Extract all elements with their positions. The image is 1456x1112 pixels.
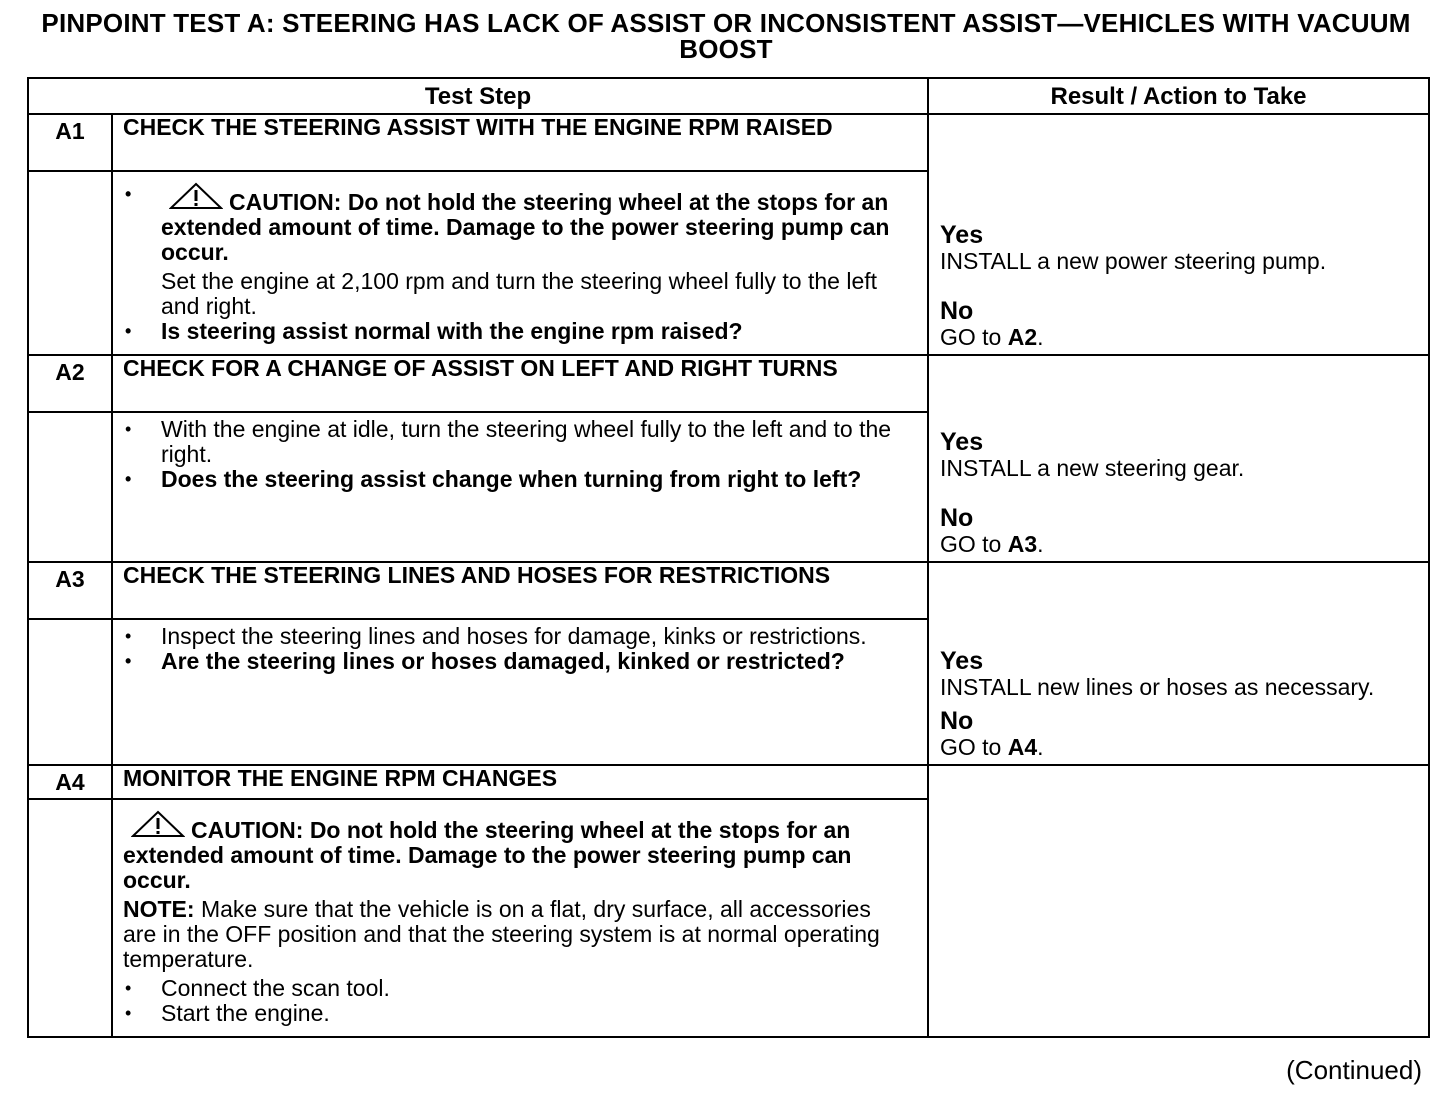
no-label: No [940,504,974,532]
column-header-test-step: Test Step [28,78,928,114]
step-id: A3 [28,562,112,619]
table-header-row [28,78,1429,114]
caution-item: • CAUTION: Do not hold the steering wheel at the stops for an extended amount of time. Damage to the power steering pump can occur. [123,182,897,265]
step-reference: A2 [1007,324,1038,350]
step-instruction: • With the engine at idle, turn the steering wheel fully to the left and to the right. [123,417,897,467]
yes-action: INSTALL a new power steering pump. [940,248,1327,274]
yes-label: Yes [940,647,984,675]
step-heading: CHECK FOR A CHANGE OF ASSIST ON LEFT AND RIGHT TURNS [112,355,928,412]
caution-triangle-icon [131,810,185,840]
step-body [112,171,928,355]
step-heading: CHECK THE STEERING ASSIST WITH THE ENGINE RPM RAISED [112,114,928,171]
yes-action: INSTALL new lines or hoses as necessary. [940,674,1375,700]
step-heading-row [28,114,1429,171]
page-title: PINPOINT TEST A: STEERING HAS LACK OF ASSIST OR INCONSISTENT ASSIST—VEHICLES WITH VACUUM BOOST [41,8,1411,64]
step-question: • Is steering assist normal with the engine rpm raised? [123,319,897,344]
step-id: A1 [28,114,112,171]
step-instruction: Set the engine at 2,100 rpm and turn the steering wheel fully to the left and right. [161,268,878,319]
step-instruction: • Start the engine. [123,1001,897,1026]
step-body [112,619,928,765]
step-reference: A3 [1007,531,1038,557]
step-heading-row [28,765,1429,799]
step-instruction: • Inspect the steering lines and hoses for damage, kinks or restrictions. [123,624,897,649]
step-note: NOTE: Make sure that the vehicle is on a flat, dry surface, all accessories are in the OFF position and that the steering system is at normal operating temperature. [123,896,880,972]
step-id: A2 [28,355,112,412]
yes-label: Yes [940,428,984,456]
step-body [112,799,928,1037]
result-cell [928,114,1429,355]
no-action: GO to A2. [940,324,1044,350]
yes-action: INSTALL a new steering gear. [940,455,1245,481]
caution-triangle-icon [169,182,223,212]
caution-item: CAUTION: Do not hold the steering wheel at the stops for an extended amount of time. Damage to the power steering pump can occur. [123,810,897,893]
step-instruction: • Connect the scan tool. [123,976,897,1001]
step-body [112,412,928,562]
step-heading-row [28,562,1429,619]
step-question: • Does the steering assist change when turning from right to left? [123,467,897,492]
step-heading: CHECK THE STEERING LINES AND HOSES FOR RESTRICTIONS [112,562,928,619]
column-header-result: Result / Action to Take [928,78,1429,114]
no-label: No [940,707,974,735]
result-cell [928,765,1429,1037]
no-action: GO to A4. [940,734,1044,760]
yes-label: Yes [940,221,984,249]
note-label: NOTE: [123,896,195,922]
step-question: • Are the steering lines or hoses damaged, kinked or restricted? [123,649,897,674]
step-reference: A4 [1007,734,1038,760]
step-id: A4 [28,765,112,799]
no-action: GO to A3. [940,531,1044,557]
result-cell [928,562,1429,765]
no-label: No [940,297,974,325]
result-cell [928,355,1429,562]
step-heading: MONITOR THE ENGINE RPM CHANGES [112,765,928,799]
pinpoint-test-table [27,77,1430,1038]
continued-label: (Continued) [1286,1055,1422,1085]
step-heading-row [28,355,1429,412]
